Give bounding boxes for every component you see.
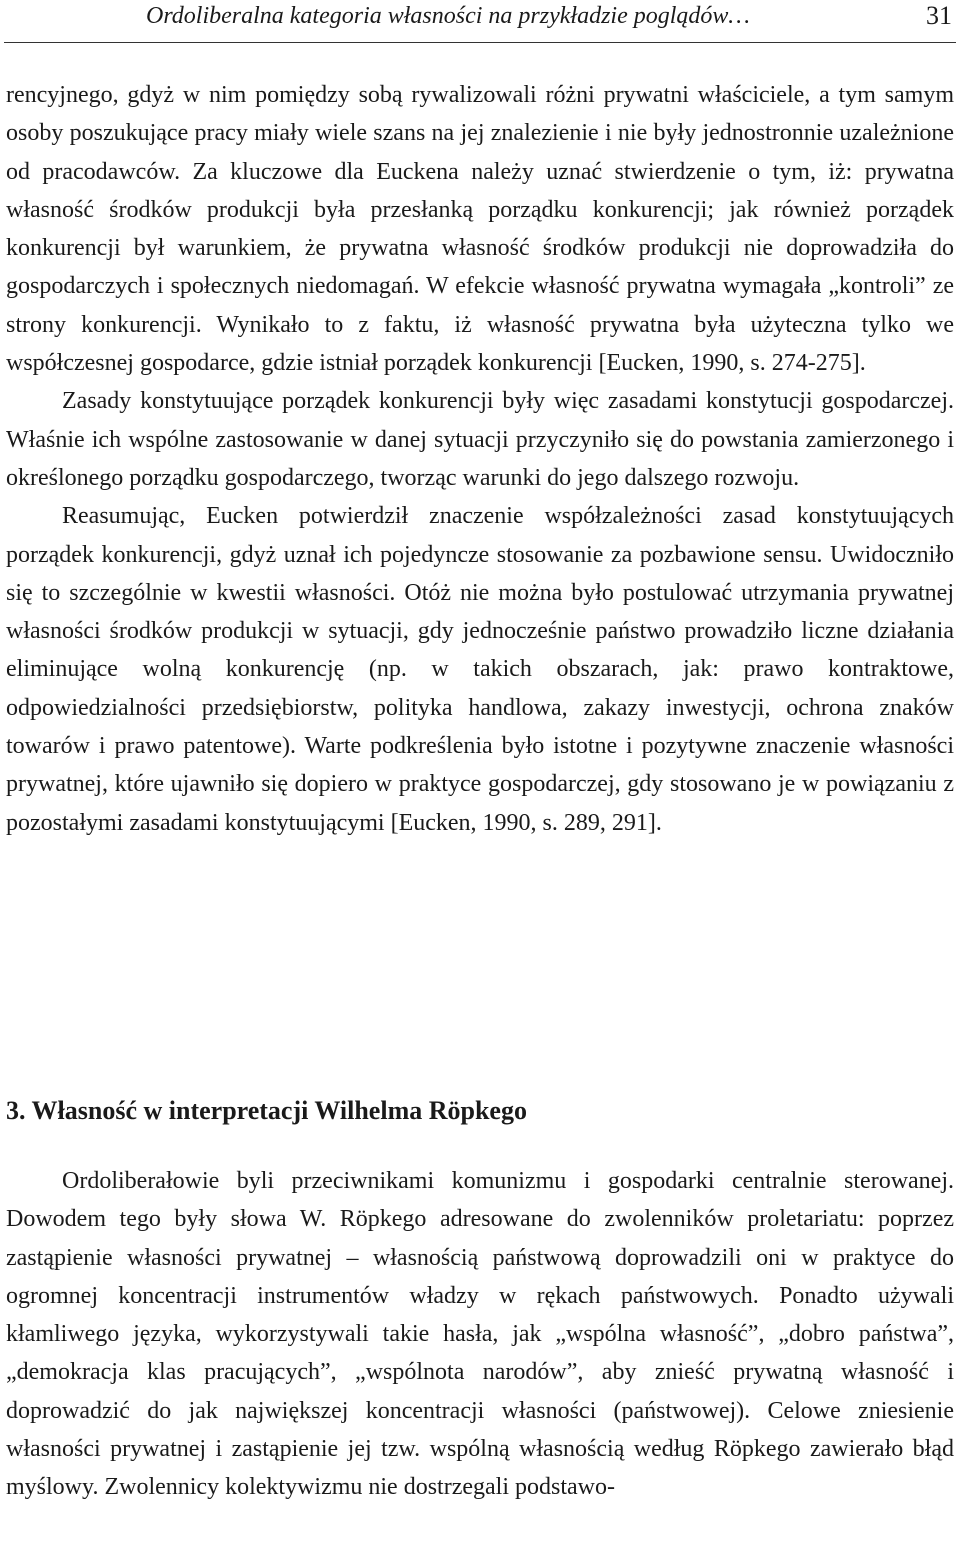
paragraph: Zasady konstytuujące porządek konkurencji były więc zasadami konstytucji gospodarczej. Właśnie ich wspólne zastosowanie w danej sytuacji przyczyniło się do powstania zamierzonego i określonego porządku gospodarczego, tworząc warunki do jego dalszego rozwoju. [6,388,954,491]
paragraph: Reasumując, Eucken potwierdził znaczenie współzależności zasad konstytuujących porządek konkurencji, gdyż uznał ich pojedyncze stosowanie za pozbawione sensu. Uwidoczniło się to szczególnie w kwestii własności. Otóż nie można było postulować utrzymania prywatnej własności środków produkcji w sytuacji, gdy jednocześnie państwo prowadziło liczne działania eliminujące wolną konkurencję (np. w takich obszarach, jak: prawo kontraktowe, odpowiedzialności przedsiębiorstw, polityka handlowa, zakazy inwestycji, ochrona znaków towarów i prawo patentowe). Warte podkreślenia było istotne i pozytywne znaczenie własności prywatnej, które ujawniło się dopiero w praktyce gospodarczej, gdy stosowano je w powiązaniu z pozostałymi zasadami konstytuującymi [Eucken, 1990, s. 289, 291]. [6,503,954,836]
paragraph: Ordoliberałowie byli przeciwnikami komunizmu i gospodarki centralnie sterowanej. Dowodem tego były słowa W. Röpkego adresowane do zwolenników proletariatu: poprzez zastąpienie własności prywatnej – własnością państwową doprowadzili oni w praktyce do ogromnej koncentracji instrumentów władzy w rękach państwowych. Ponadto używali kłamliwego języka, wykorzystywali takie hasła, jak „wspólna własność”, „dobro państwa”, „demokracja klas pracujących”, „wspólnota narodów”, aby znieść prywatną własność i doprowadzić do jak największej koncentracji własności (państwowej). Celowe zniesienie własności prywatnej i zastąpienie jej tzw. wspólną własnością według Röpkego zawierało błąd myślowy. Zwolennicy kolektywizmu nie dostrzegali podstawo- [6,1168,954,1501]
running-title: Ordoliberalna kategoria własności na przykładzie poglądów… [146,3,750,29]
section-heading: 3. Własność w interpretacji Wilhelma Röpkego [6,1096,527,1125]
page-number: 31 [926,1,952,30]
body-text [6,76,954,842]
paragraph-continuation: rencyjnego, gdyż w nim pomiędzy sobą rywalizowali różni prywatni właściciele, a tym samym osoby poszukujące pracy miały wiele szans na jej znalezienie i nie były jednostronnie uzależnione od pracodawców. Za kluczowe dla Euckena należy uznać stwierdzenie o tym, iż: prywatna własność środków produkcji była przesłanką porządku konkurencji; jak również porządek konkurencji był warunkiem, że prywatna własność środków produkcji nie doprowadziła do gospodarczych i społecznych niedomagań. W efekcie własność prywatna wymagała „kontroli” ze strony konkurencji. Wynikało to z faktu, iż własność prywatna była użyteczna tylko we współczesnej gospodarce, gdzie istniał porządek konkurencji [Eucken, 1990, s. 274-275]. [6,82,954,377]
running-header [146,0,952,40]
header-rule [4,42,956,43]
section-body [6,1162,954,1507]
